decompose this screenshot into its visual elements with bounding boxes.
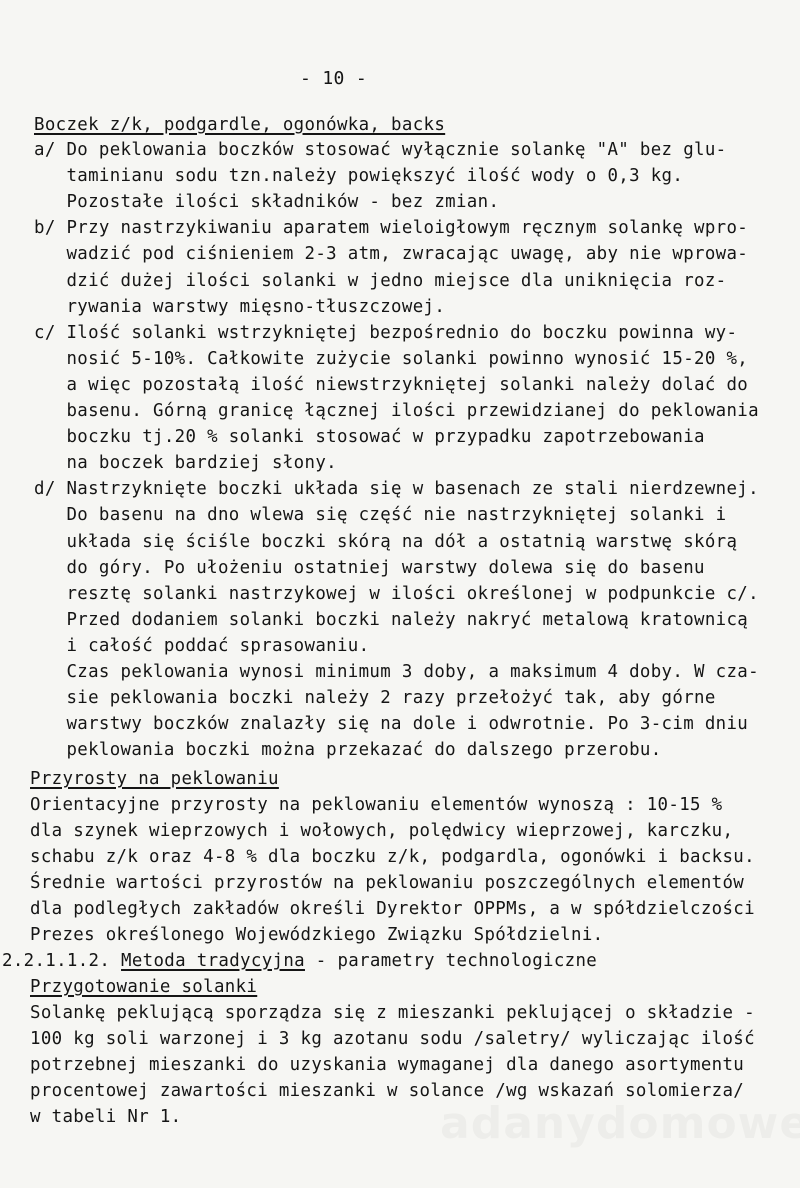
text-line: dzić dużej ilości solanki w jedno miejsce dla uniknięcia roz- [34, 270, 727, 291]
text-line: dla szynek wieprzowych i wołowych, polędwicy wieprzowej, karczku, [30, 821, 734, 841]
text-line: do góry. Po ułożeniu ostatniej warstwy dolewa się do basenu [34, 557, 705, 578]
text-line: resztę solanki nastrzykowej w ilości określonej w podpunkcie c/. [34, 583, 759, 604]
text-line: d/ Nastrzyknięte boczki układa się w basenach ze stali nierdzewnej. [34, 479, 759, 500]
text-line: schabu z/k oraz 4-8 % dla boczku z/k, podgardla, ogonówki i backsu. [30, 847, 755, 867]
text-line: w tabeli Nr 1. [30, 1107, 182, 1127]
page-number: - 10 - [300, 68, 368, 89]
text-line: warstwy boczków znalazły się na dole i odwrotnie. Po 3-cim dniu [34, 714, 749, 735]
metoda-subtitle: - parametry technologiczne [304, 951, 598, 971]
text-line: peklowania boczki można przekazać do dalszego przerobu. [34, 740, 662, 761]
metoda-title: Metoda tradycyjna [121, 951, 305, 971]
text-line: Pozostałe ilości składników - bez zmian. [34, 192, 500, 213]
metoda-heading-line [2, 948, 597, 974]
text-line: a więc pozostałą ilość niewstrzykniętej solanki należy dolać do [34, 374, 749, 395]
text-line: wadzić pod ciśnieniem 2-3 atm, zwracając uwagę, aby nie wprowa- [34, 244, 749, 265]
text-line: b/ Przy nastrzykiwaniu aparatem wieloigłowym ręcznym solankę wpro- [34, 218, 749, 239]
text-line: rywania warstwy mięsno-tłuszczowej. [34, 296, 446, 317]
text-line: Prezes określonego Wojewódzkiego Związku Spółdzielni. [30, 925, 604, 945]
text-line: Średnie wartości przyrostów na peklowaniu poszczególnych elementów [30, 873, 745, 893]
section-heading-przyrosty: Przyrosty na peklowaniu [30, 769, 279, 789]
text-line: a/ Do peklowania boczków stosować wyłącznie solankę "A" bez glu- [34, 140, 727, 160]
watermark [440, 1098, 800, 1149]
text-line: c/ Ilość solanki wstrzykniętej bezpośrednio do boczku powinna wy- [34, 322, 738, 343]
text-line: Do basenu na dno wlewa się część nie nastrzykniętej solanki i [34, 505, 727, 526]
text-line: taminianu sodu tzn.należy powiększyć ilość wody o 0,3 kg. [34, 166, 684, 187]
text-line: boczku tj.20 % solanki stosować w przypadku zapotrzebowania [34, 427, 705, 448]
text-line: procentowej zawartości mieszanki w solance /wg wskazań solomierza/ [30, 1081, 745, 1101]
text-line: dla podległych zakładów określi Dyrektor OPPMs, a w spółdzielczości [30, 899, 755, 919]
text-line: 100 kg soli warzonej i 3 kg azotanu sodu /saletry/ wyliczając ilość [30, 1029, 755, 1049]
text-line: nosić 5-10%. Całkowite zużycie solanki powinno wynosić 15-20 %, [34, 348, 749, 369]
text-line: i całość poddać sprasowaniu. [34, 635, 370, 656]
text-line: Przed dodaniem solanki boczki należy nakryć metalową kratownicą [34, 609, 749, 630]
text-line: Solankę peklującą sporządza się z mieszanki peklującej o składzie - [30, 1003, 755, 1023]
text-line: układa się ściśle boczki skórą na dół a ostatnią warstwę skórą [34, 531, 738, 552]
text-line: Czas peklowania wynosi minimum 3 doby, a maksimum 4 doby. W cza- [34, 662, 759, 682]
text-line: na boczek bardziej słony. [34, 453, 337, 474]
section-heading-boczek: Boczek z/k, podgardle, ogonówka, backs [34, 115, 446, 135]
text-line: basenu. Górną granicę łącznej ilości przewidzianej do peklowania [34, 401, 759, 421]
metoda-number: 2.2.1.1.2. [2, 951, 111, 971]
section-heading-przygotowanie: Przygotowanie solanki [30, 977, 258, 997]
text-line: Orientacyjne przyrosty na peklowaniu elementów wynoszą : 10-15 % [30, 795, 723, 815]
text-line: potrzebnej mieszanki do uzyskania wymaganej dla danego asortymentu [30, 1055, 745, 1075]
text-line: sie peklowania boczki należy 2 razy przełożyć tak, aby górne [34, 688, 716, 709]
